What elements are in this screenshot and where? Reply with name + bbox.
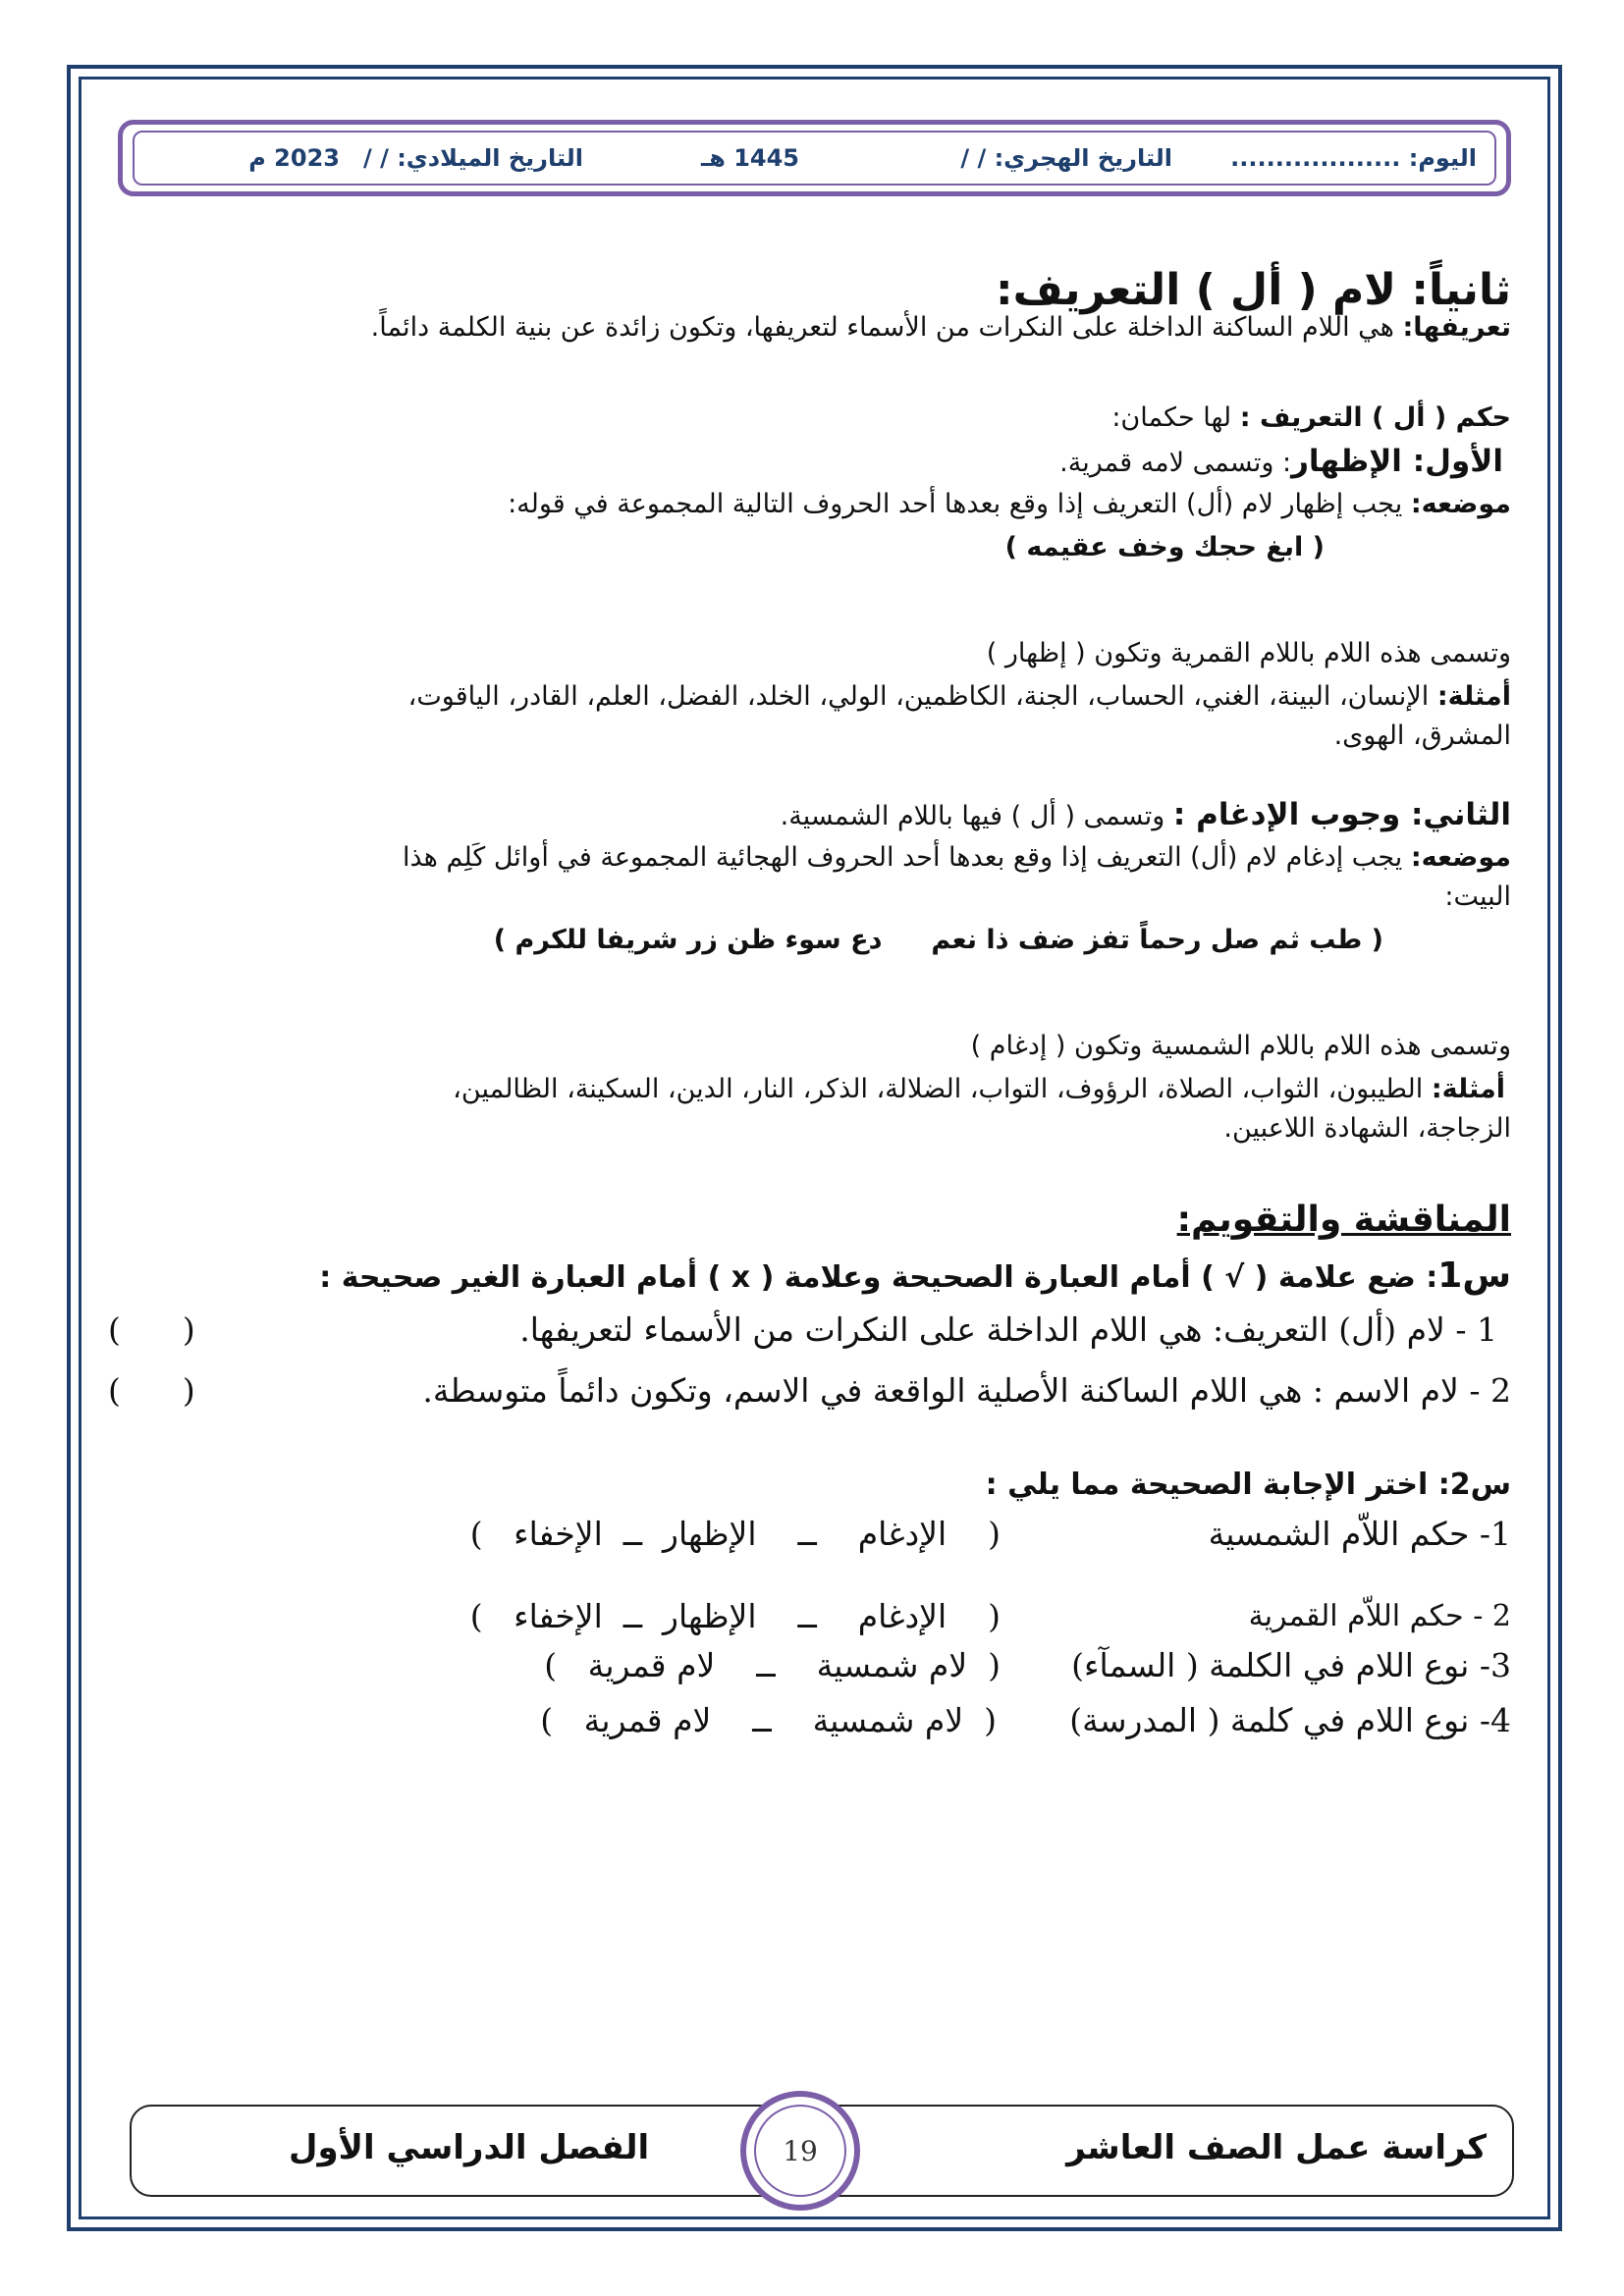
question-1-text: : ضع علامة ( √ ) أمام العبارة الصحيحة وعلامة ( x ) أمام العبارة الغير صحيحة : — [319, 1260, 1438, 1295]
examples-1-cont: المشرق، الهوى. — [1333, 721, 1511, 751]
date-header — [118, 120, 1511, 196]
gregorian-date-label: التاريخ الميلادي: / / — [362, 144, 583, 172]
page-number-badge — [740, 2091, 860, 2211]
question-2-item-1-label: 1- حكم اللاّم الشمسية — [1208, 1515, 1511, 1553]
position-1-label: موضعه: — [1410, 489, 1511, 519]
examples-2-cont: الزجاجة، الشهادة اللاعبين. — [1223, 1113, 1511, 1144]
first-rule-label: الأول: الإظهار — [1291, 444, 1503, 479]
question-2-item-2-label: 2 - حكم اللاّم القمرية — [1248, 1599, 1511, 1633]
question-2-item-2-options[interactable]: ( الإدغام ــ الإظهار ــ الإخفاء ) — [469, 1597, 1001, 1635]
sun-name: وتسمى هذه اللام باللام الشمسية وتكون ( إدغام ) — [970, 1031, 1511, 1061]
rule — [108, 399, 1511, 438]
discussion-title: المناقشة والتقويم: — [1176, 1200, 1511, 1240]
examples-2 — [108, 1070, 1505, 1109]
position-2-text: يجب إدغام لام (أل) التعريف إذا وقع بعدها أحد الحروف الهجائية المجموعة في أوائل كَلِم هذا — [402, 842, 1411, 873]
position-2-label: موضعه: — [1410, 842, 1511, 873]
definition-text: هي اللام الساكنة الداخلة على النكرات من الأسماء لتعريفها، وتكون زائدة عن بنية الكلمة دائماً. — [370, 312, 1403, 343]
second-rule-label: الثاني: وجوب الإدغام : — [1172, 797, 1511, 832]
first-rule-text: : وتسمى لامه قمرية. — [1059, 448, 1292, 478]
question-2-item-4-options[interactable]: ( لام شمسية ــ لام قمرية ) — [540, 1701, 997, 1739]
sun-verse-part-1: ( طب ثم صل رحماً تفز ضف ذا نعم — [931, 925, 1383, 955]
worksheet-page — [79, 77, 1550, 2219]
examples-1 — [108, 677, 1511, 717]
position-1-text: يجب إظهار لام (أل) التعريف إذا وقع بعدها أحد الحروف التالية المجموعة في قوله: — [508, 489, 1411, 519]
question-2-item-1-options[interactable]: ( الإدغام ــ الإظهار ــ الإخفاء ) — [469, 1515, 1001, 1553]
answer-box-2[interactable]: ( ) — [108, 1371, 195, 1410]
sun-verse-part-2: دع سوء ظن زر شريفا للكرم ) — [493, 925, 883, 955]
examples-2-text: الطيبون، الثواب، الصلاة، الرؤوف، التواب، الضلالة، الذكر، النار، الدين، السكينة، الظالمين، — [453, 1074, 1432, 1104]
rule-text: لها حكمان: — [1111, 402, 1240, 433]
hijri-date-label: التاريخ الهجري: / / — [960, 144, 1172, 172]
rule-label: حكم ( أل ) التعريف : — [1239, 402, 1511, 433]
position-2-cont: البيت: — [1444, 881, 1511, 912]
term-label: الفصل الدراسي الأول — [289, 2128, 650, 2167]
examples-2-label: أمثلة: — [1431, 1074, 1505, 1104]
page-number: 19 — [754, 2105, 846, 2197]
question-2-item-3-options[interactable]: ( لام شمسية ــ لام قمرية ) — [544, 1646, 1001, 1684]
question-2-item-3-label: 3- نوع اللام في الكلمة ( السمآء) — [1071, 1646, 1511, 1684]
question-2-prompt: س2: اختر الإجابة الصحيحة مما يلي : — [985, 1468, 1511, 1502]
first-rule — [108, 442, 1503, 483]
examples-1-label: أمثلة: — [1436, 681, 1511, 712]
question-1-prefix: س — [1462, 1255, 1511, 1296]
second-rule — [108, 795, 1511, 836]
second-rule-text: وتسمى ( أل ) فيها باللام الشمسية. — [780, 801, 1173, 831]
gregorian-year: 2023 م — [248, 144, 340, 172]
definition-label: تعريفها: — [1402, 312, 1511, 343]
day-field: اليوم: ................... — [1230, 144, 1477, 172]
examples-1-text: الإنسان، البينة، الغني، الحساب، الجنة، الكاظمين، الولي، الخلد، الفضل، العلم، القادر، الياقوت، — [407, 681, 1437, 712]
hijri-year: 1445 هـ — [701, 144, 799, 172]
workbook-title: كراسة عمل الصف العاشر — [1066, 2128, 1487, 2167]
question-1-prompt — [108, 1253, 1511, 1302]
definition — [108, 308, 1511, 347]
question-1-item-2: 2 - لام الاسم : هي اللام الساكنة الأصلية الواقعة في الاسم، وتكون دائماً متوسطة. — [422, 1371, 1511, 1410]
sun-verse — [108, 921, 1383, 960]
lesson-title: ثانياً: لام ( أل ) التعريف: — [995, 265, 1511, 315]
question-2-item-4-label: 4- نوع اللام في كلمة ( المدرسة) — [1069, 1701, 1511, 1739]
moon-letters: ( ابغ حجك وخف عقيمه ) — [1004, 532, 1325, 562]
position-1 — [108, 485, 1511, 524]
question-1-number: 1 — [1437, 1255, 1463, 1296]
position-2 — [108, 838, 1511, 878]
answer-box-1[interactable]: ( ) — [108, 1310, 195, 1349]
question-1-item-1: 1 - لام (أل) التعريف: هي اللام الداخلة على النكرات من الأسماء لتعريفها. — [519, 1310, 1497, 1349]
moon-name: وتسمى هذه اللام باللام القمرية وتكون ( إظهار ) — [986, 638, 1511, 668]
